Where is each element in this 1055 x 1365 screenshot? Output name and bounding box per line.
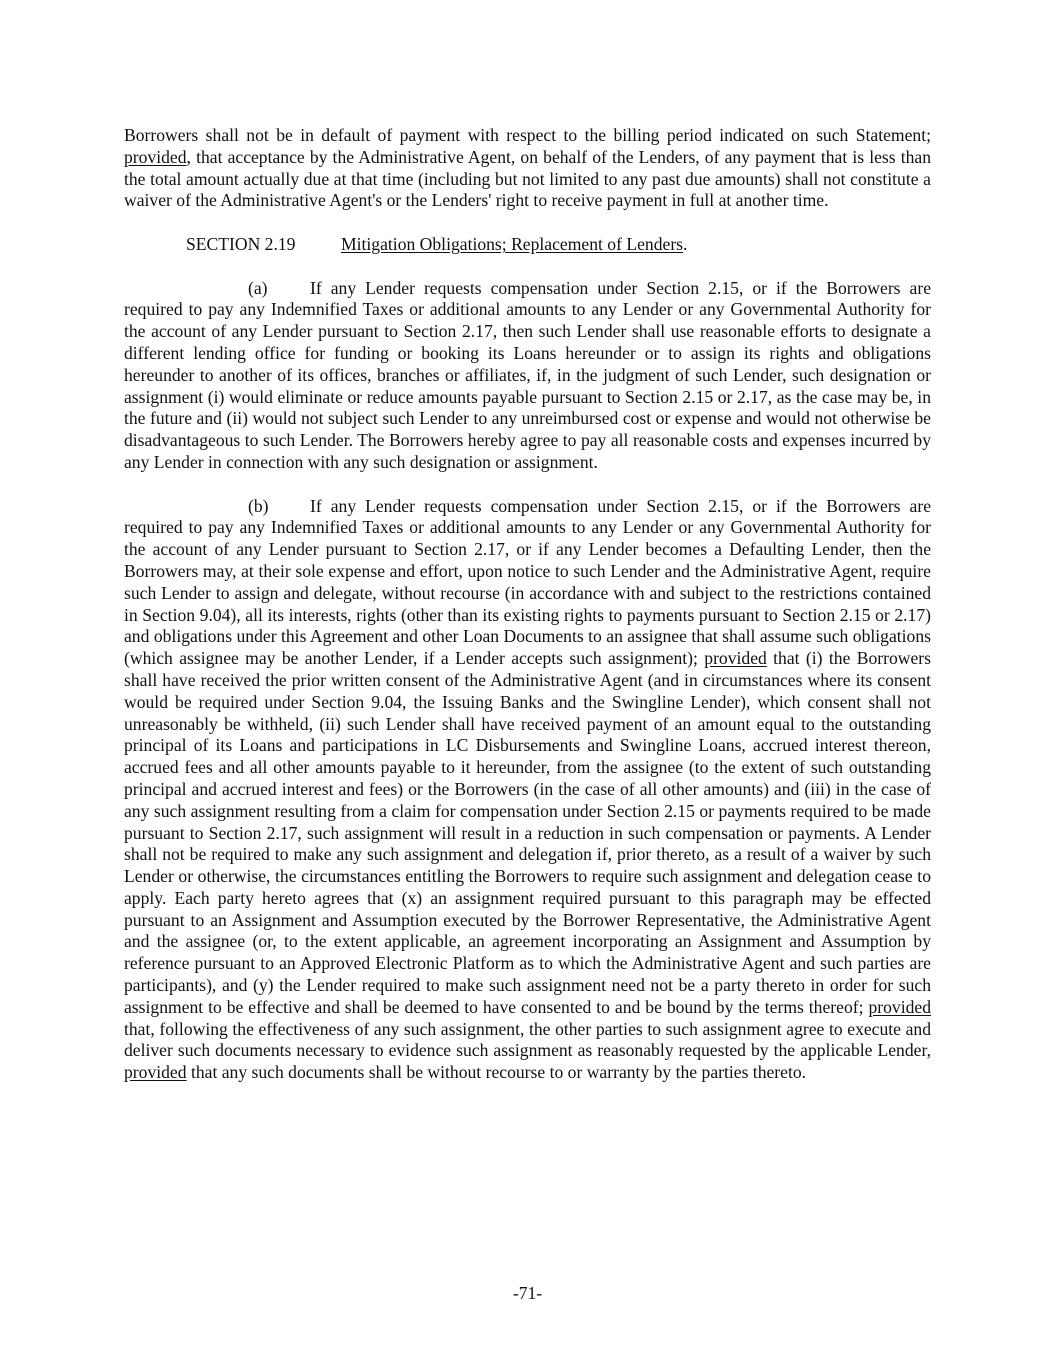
section-title-period: . (683, 233, 688, 254)
page-number: -71- (512, 1283, 543, 1303)
spacer (124, 212, 931, 234)
provided-term: provided (868, 996, 931, 1017)
subsection-marker: (a) (248, 277, 268, 298)
section-number: SECTION 2.19 (186, 233, 296, 254)
provided-term: provided (124, 1062, 187, 1083)
paragraph-text: , that acceptance by the Administrative Agent, on behalf of the Lenders, of any payment that is less than the total amount actually due at that time (including but not limited to any past due amounts) shall not constitute a waiver of the Administrative Agent's or the Lenders' right to receive payment in full at another time. (124, 146, 931, 211)
section-title: Mitigation Obligations; Replacement of Lenders (341, 233, 684, 254)
spacer (124, 474, 931, 496)
provided-term: provided (704, 648, 767, 669)
subsection-text: that any such documents shall be without recourse to or warranty by the parties thereto. (186, 1062, 807, 1083)
subsection-text: that (i) the Borrowers shall have received the prior written consent of the Administrative Agent (and in circumstances where its consent would be required under Section 9.04, the Issuing Banks and the Swingline Lender), which consent shall not unreasonably be withheld, (ii) such Lender shall have received payment of an amount equal to the outstanding principal of its Loans and participations in LC Disbursements and Swingline Loans, accrued interest thereon, accrued fees and all other amounts payable to it hereunder, from the assignee (to the extent of such outstanding principal and accrued interest and fees) or the Borrowers (in the case of all other amounts) and (iii) in the case of any such assignment resulting from a claim for compensation under Section 2.15 or payments required to be made pursuant to Section 2.17, such assignment will result in a reduction in such compensation or payments. A Lender shall not be required to make any such assignment and delegation if, prior thereto, as a result of a waiver by such Lender or otherwise, the circumstances entitling the Borrowers to require such assignment and delegation cease to apply. Each party hereto agrees that (x) an assignment required pursuant to this paragraph may be effected pursuant to an Assignment and Assumption executed by the Borrower Representative, the Administrative Agent and the assignee (or, to the extent applicable, an agreement incorporating an Assignment and Assumption by reference pursuant to an Approved Electronic Platform as to which the Administrative Agent and such parties are participants), and (y) the Lender required to make such assignment need not be a party thereto in order for such assignment to be effective and shall be deemed to have consented to and be bound by the terms thereof; (124, 648, 932, 1017)
section-heading (124, 234, 931, 256)
paragraph-text: Borrowers shall not be in default of payment with respect to the billing period indicated on such Statement; (124, 125, 931, 145)
subsection-text: If any Lender requests compensation under Section 2.15, or if the Borrowers are required to pay any Indemnified Taxes or additional amounts to any Lender or any Governmental Authority for the account of any Lender pursuant to Section 2.17, then such Lender shall use reasonable efforts to designate a different lending office for funding or booking its Loans hereunder or to assign its rights and obligations hereunder to another of its offices, branches or affiliates, if, in the judgment of such Lender, such designation or assignment (i) would eliminate or reduce amounts payable pursuant to Section 2.15 or 2.17, as the case may be, in the future and (ii) would not subject such Lender to any unreimbursed cost or expense and would not otherwise be disadvantageous to such Lender. The Borrowers hereby agree to pay all reasonable costs and expenses incurred by any Lender in connection with any such designation or assignment. (124, 277, 931, 472)
subsection-text: that, following the effectiveness of any such assignment, the other parties to such assignment agree to execute and deliver such documents necessary to evidence such assignment as reasonably requested by the applicable Lender, (124, 1018, 931, 1061)
subsection-text: If any Lender requests compensation under Section 2.15, or if the Borrowers are required to pay any Indemnified Taxes or additional amounts to any Lender or any Governmental Authority for the account of any Lender pursuant to Section 2.17, or if any Lender becomes a Defaulting Lender, then the Borrowers may, at their sole expense and effort, upon notice to such Lender and the Administrative Agent, require such Lender to assign and delegate, without recourse (in accordance with and subject to the restrictions contained in Section 9.04), all its interests, rights (other than its existing rights to payments pursuant to Section 2.15 or 2.17) and obligations under this Agreement and other Loan Documents to an assignee that shall assume such obligations (which assignee may be another Lender, if a Lender accepts such assignment); (124, 495, 931, 669)
provided-term: provided (124, 146, 187, 167)
subsection-marker: (b) (248, 495, 269, 516)
spacer (124, 256, 931, 278)
subsection-b (124, 496, 931, 1085)
continuation-paragraph (124, 125, 931, 212)
subsection-a (124, 278, 931, 474)
document-page (124, 125, 931, 1084)
